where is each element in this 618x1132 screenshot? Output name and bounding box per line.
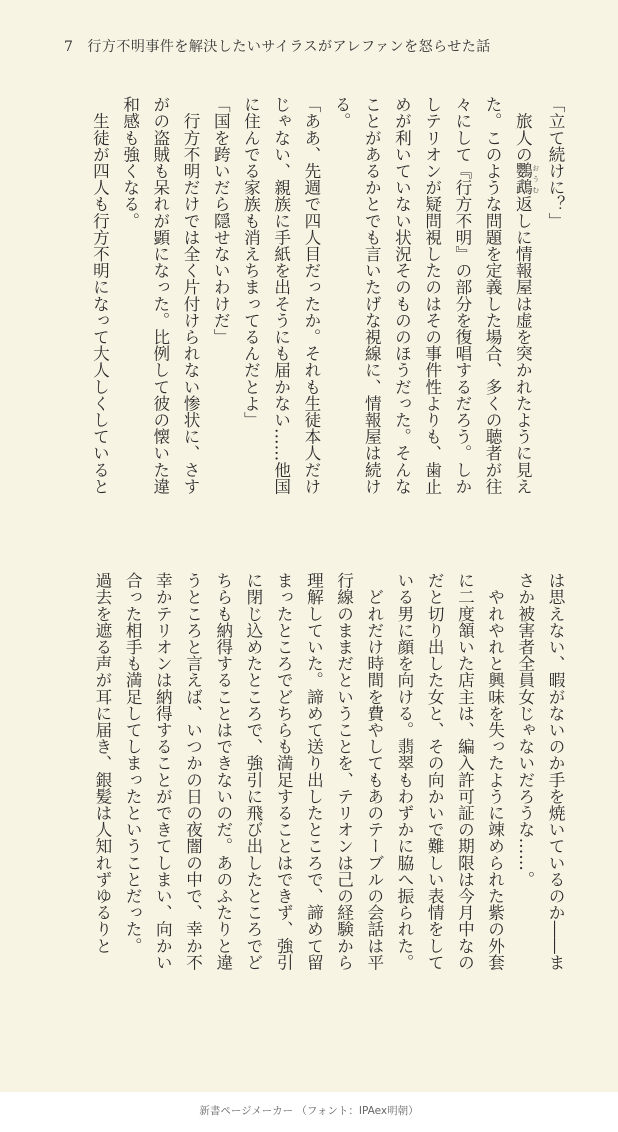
text-line: うところと言えば、いつかの日の夜闇の中で、幸か不: [183, 572, 203, 971]
text-line: さか被害者全員女じゃないだろうな……。: [515, 572, 535, 888]
ruby-reading: おうむ: [531, 162, 540, 196]
text-line: 過去を遮る声が耳に届き、銀髪は人知れずゆるりと: [92, 572, 112, 954]
text-line: に二度頷いた店主は、編入許可証の期限は今月中なの: [455, 572, 475, 971]
text-line: 合った相手も満足してしまったということだった。: [123, 572, 143, 954]
page-number: 7: [64, 39, 74, 55]
text-line: いる男に顔を向ける。翡翠もわずかに脇へ振られた。: [394, 572, 414, 971]
text-line: がの盗賊も呆れが顕になった。比例して彼の懐いた違: [150, 96, 170, 495]
text-line: 々にして『行方不明』の部分を復唱するだろう。しか: [452, 96, 472, 495]
upper-text-block: [70, 96, 570, 536]
text-line: だと切り出した女と、その向かいで難しい表情をして: [425, 572, 445, 971]
text-line: 「立て続けに？」: [546, 96, 565, 229]
generator-credit: 新書ページメーカー （フォント：IPAex明朝）: [199, 1105, 419, 1117]
text-line: 行方不明だけでは全く片付けられない惨状に、さす: [181, 96, 201, 495]
text-line: 幸かテリオンは納得することができてしまい、向かい: [153, 572, 173, 971]
text-line: に閉じ込めたところで、強引に飛び出したところでど: [243, 572, 263, 971]
text-line: に住んでる家族も消えちまってるんだとよ」: [241, 96, 261, 428]
text-line: 理解していた。諦めて送り出したところで、諦めて留: [304, 572, 324, 971]
text-line: ちらも納得することはできないのだ。あのふたりと違: [213, 572, 233, 971]
text-line: は思えない、暇がないのか手を焼いているのか――ま: [546, 572, 565, 971]
text-line: めが利いていない状況そのもののほうだった。そんな: [392, 96, 412, 495]
text-line: しテリオンが疑問視したのはその事件性よりも、歯止: [422, 96, 442, 495]
text-line: 和感も強くなる。: [120, 96, 140, 229]
text-line: 旅人の鸚鵡 おうむ返しに情報屋は虚を突かれたように見え: [513, 96, 540, 495]
lower-text-block: [70, 572, 570, 1012]
running-header: [64, 36, 491, 56]
text-line: じゃない、親族に手紙を出そうにも届かない……他国: [271, 96, 291, 495]
text-line: どれだけ時間を費やしてもあのテーブルの会話は平: [364, 572, 384, 971]
text-line: 行線のままだということを、テリオンは己の経験から: [334, 572, 354, 971]
text-line: やれやれと興味を失ったように竦められた紫の外套: [485, 572, 505, 971]
text-line: た。このような問題を定義した場合、多くの聴者が往: [483, 96, 503, 495]
text-line: ことがあるかとでも言いたげな視線に、情報屋は続け: [362, 96, 382, 495]
text-line: 「国を跨いだら隠せないわけだ」: [211, 96, 231, 345]
text-line: る。: [332, 96, 352, 130]
chapter-title: 行方不明事件を解決したいサイラスがアレファンを怒らせた話: [87, 39, 491, 55]
ruby-word: 鸚鵡 おうむ: [513, 162, 540, 196]
text-line: 「ああ、先週で四人目だったか。それも生徒本人だけ: [301, 96, 321, 495]
text-line: 生徒が四人も行方不明になって大人しくしていると: [90, 96, 110, 495]
text-line: まったところでどちらも満足することはできず、強引: [274, 572, 294, 971]
